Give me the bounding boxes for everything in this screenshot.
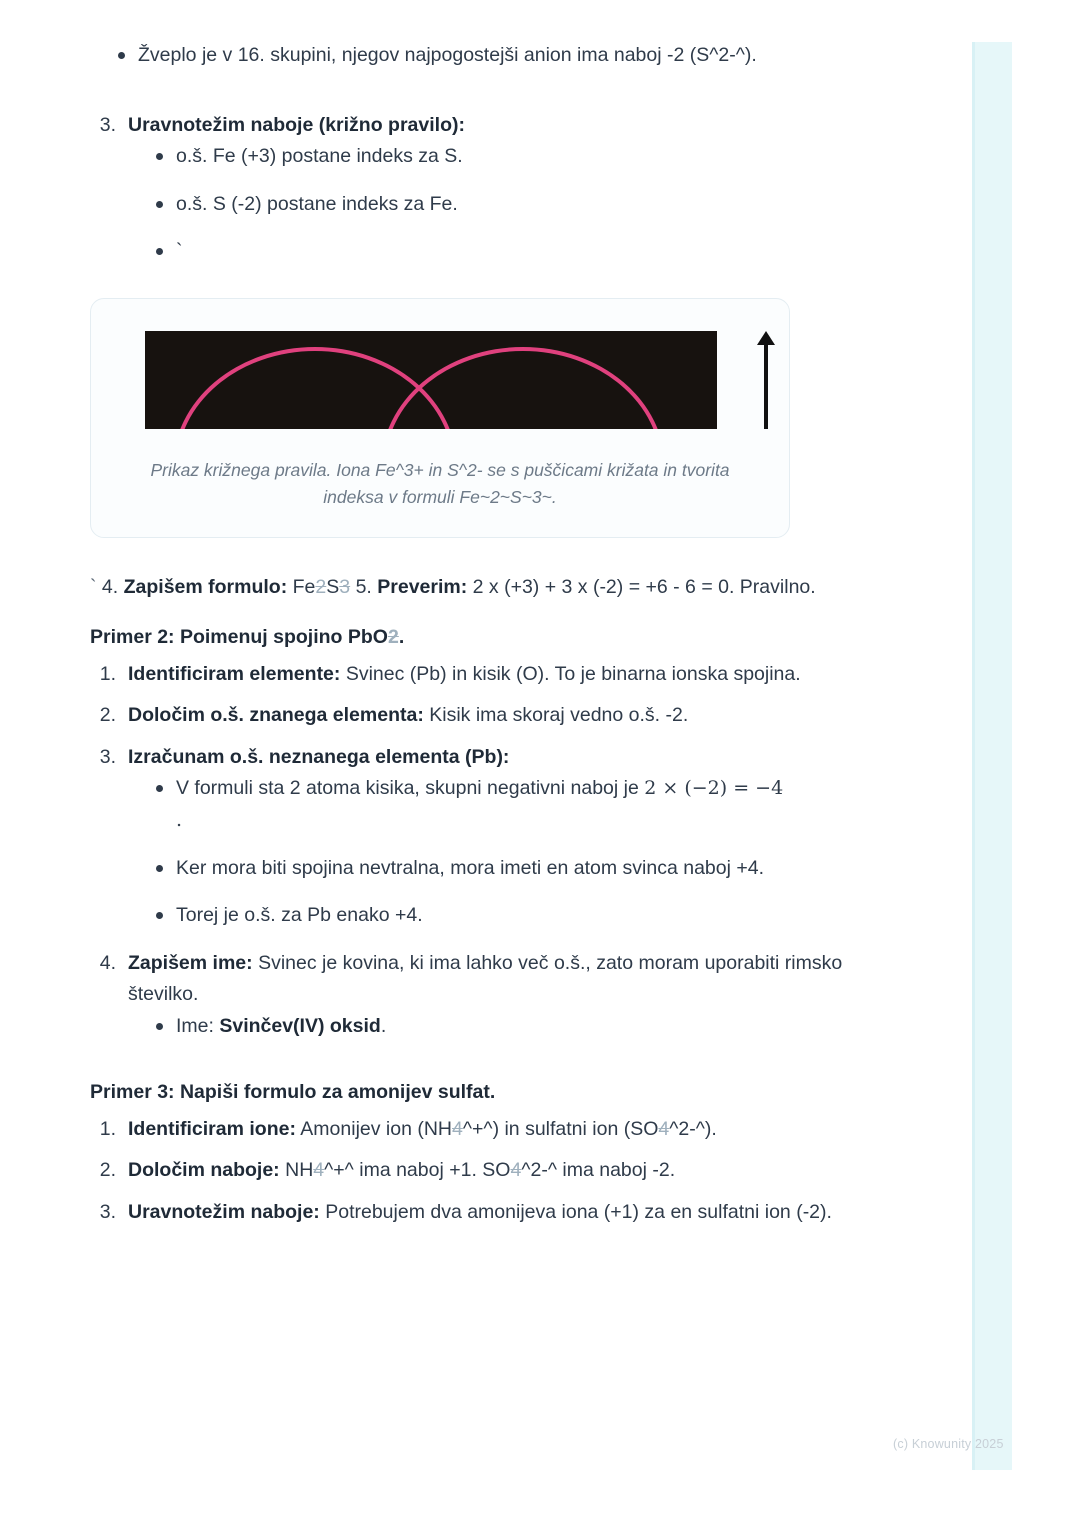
example2-step4-bullets — [128, 1011, 850, 1043]
formula-mid: S — [326, 576, 340, 599]
step-label: Določim o.š. znanega elementa: — [128, 704, 424, 727]
list-item — [128, 773, 850, 836]
step-number: 1. — [99, 662, 116, 685]
example2-step3-bullets — [128, 773, 850, 931]
step-number: 3. — [99, 1200, 116, 1223]
list-item — [90, 110, 850, 268]
step-text-b: ^+^ ima naboj +1. SO — [324, 1159, 511, 1182]
step3-title: Uravnotežim naboje (križno pravilo): — [128, 113, 465, 136]
example2-heading — [90, 626, 850, 649]
name-bullet-suffix: . — [380, 1014, 387, 1037]
bullet-text-a: V formuli sta 2 atoma kisika, skupni negativni naboj je — [176, 777, 639, 800]
step-label: Določim naboje: — [128, 1159, 280, 1182]
bullet-math-period: . — [176, 809, 183, 832]
step-label: Identificiram elemente: — [128, 662, 341, 685]
list-item — [90, 1155, 850, 1187]
list-item: Ker mora biti spojina nevtralna, mora imeti en atom svinca naboj +4. — [128, 853, 850, 885]
step-number: 3. — [99, 745, 116, 768]
step3-number: 3. — [99, 113, 116, 136]
example3-heading: Primer 3: Napiši formulo za amonijev sulfat. — [90, 1080, 496, 1103]
list-item — [90, 659, 850, 691]
arc-right-icon — [381, 347, 665, 429]
example2-heading-sub: 2 — [387, 625, 399, 648]
step3-list — [90, 110, 850, 268]
diagram-canvas — [145, 331, 717, 429]
step-text-b: ^+^) in sulfatni ion (SO — [462, 1117, 659, 1140]
spacer — [90, 649, 850, 659]
step-number: 2. — [99, 704, 116, 727]
page-edge-tint — [975, 42, 1012, 1470]
formula-base: Fe — [292, 576, 316, 599]
figure-caption: Prikaz križnega pravila. Iona Fe^3+ in S^2- se s puščicami križata in tvorita indeksa v formuli Fe~2~S~3~. — [150, 459, 730, 508]
list-item — [90, 948, 850, 1043]
spacer — [90, 1059, 850, 1081]
example2-steps — [90, 659, 850, 1043]
list-item: o.š. Fe (+3) postane indeks za S. — [128, 141, 850, 173]
step-label: Identificiram ione: — [128, 1117, 296, 1140]
bullet-math: 2 × (−2) = −4 — [644, 777, 784, 800]
spacer — [90, 88, 850, 110]
step-number: 1. — [99, 1117, 116, 1140]
spacer — [90, 538, 850, 572]
step-text: Svinec je kovina, ki ima lahko več o.š., zato moram uporabiti rimsko številko. — [128, 951, 843, 1006]
step-number: 2. — [99, 1159, 116, 1182]
step-label: Zapišem ime: — [128, 951, 253, 974]
list-item — [90, 1114, 850, 1146]
watermark: (c) Knowunity 2025 — [893, 1437, 1004, 1451]
step-text-a: Amonijev ion (NH — [300, 1117, 453, 1140]
formula-sub-1: 2 — [315, 576, 327, 599]
list-item: Žveplo je v 16. skupini, njegov najpogostejši anion ima naboj -2 (S^2-^). — [90, 40, 850, 72]
formula-paragraph — [90, 572, 850, 604]
name-bullet-bold: Svinčev(IV) oksid — [219, 1014, 381, 1037]
formula-sub-2: 3 — [339, 576, 351, 599]
list-item: o.š. S (-2) postane indeks za Fe. — [128, 189, 850, 221]
step-text: Svinec (Pb) in kisik (O). To je binarna ionska spojina. — [345, 662, 801, 685]
step5-text: 2 x (+3) + 3 x (-2) = +6 - 6 = 0. Pravilno. — [472, 576, 816, 599]
step5-number: 5. — [355, 576, 372, 599]
list-item — [128, 1011, 850, 1043]
list-item: Torej je o.š. za Pb enako +4. — [128, 900, 850, 932]
example2-heading-suffix: . — [398, 625, 405, 648]
arrow-up-icon — [755, 331, 777, 429]
step-text-c: ^2-^ ima naboj -2. — [521, 1159, 676, 1182]
example3-steps — [90, 1114, 850, 1229]
step3-bullets — [128, 141, 850, 268]
list-item — [90, 1197, 850, 1229]
step-text-a: NH — [285, 1159, 314, 1182]
step-sub-a: 4 — [313, 1159, 325, 1182]
step-sub-a: 4 — [452, 1117, 463, 1140]
step5-label: Preverim: — [377, 576, 468, 599]
list-item — [90, 700, 850, 732]
example2-heading-prefix: Primer 2: Poimenuj spojino PbO — [90, 625, 388, 648]
stray-backtick: ` — [90, 576, 97, 599]
step-sub-b: 4 — [510, 1159, 522, 1182]
top-bullet-list — [90, 40, 850, 72]
name-bullet-prefix: Ime: — [176, 1014, 220, 1037]
spacer — [90, 1104, 850, 1114]
document-content — [90, 40, 850, 1238]
step-text: Potrebujem dva amonijeva iona (+1) za en sulfatni ion (-2). — [325, 1200, 832, 1223]
step4-number: 4. — [101, 576, 119, 599]
list-item — [90, 742, 850, 932]
step-number: 4. — [99, 951, 116, 974]
figure-card — [90, 298, 790, 538]
cross-rule-diagram — [145, 331, 783, 435]
step-sub-b: 4 — [658, 1117, 670, 1140]
step-label: Izračunam o.š. neznanega elementa (Pb): — [128, 745, 510, 768]
arrow-shaft — [764, 339, 768, 429]
step-text: Kisik ima skoraj vedno o.š. -2. — [429, 704, 689, 727]
step4-label: Zapišem formulo: — [123, 576, 288, 599]
list-item: ` — [128, 236, 850, 268]
step-text-c: ^2-^). — [669, 1117, 717, 1140]
spacer — [90, 604, 850, 626]
step-label: Uravnotežim naboje: — [128, 1200, 320, 1223]
